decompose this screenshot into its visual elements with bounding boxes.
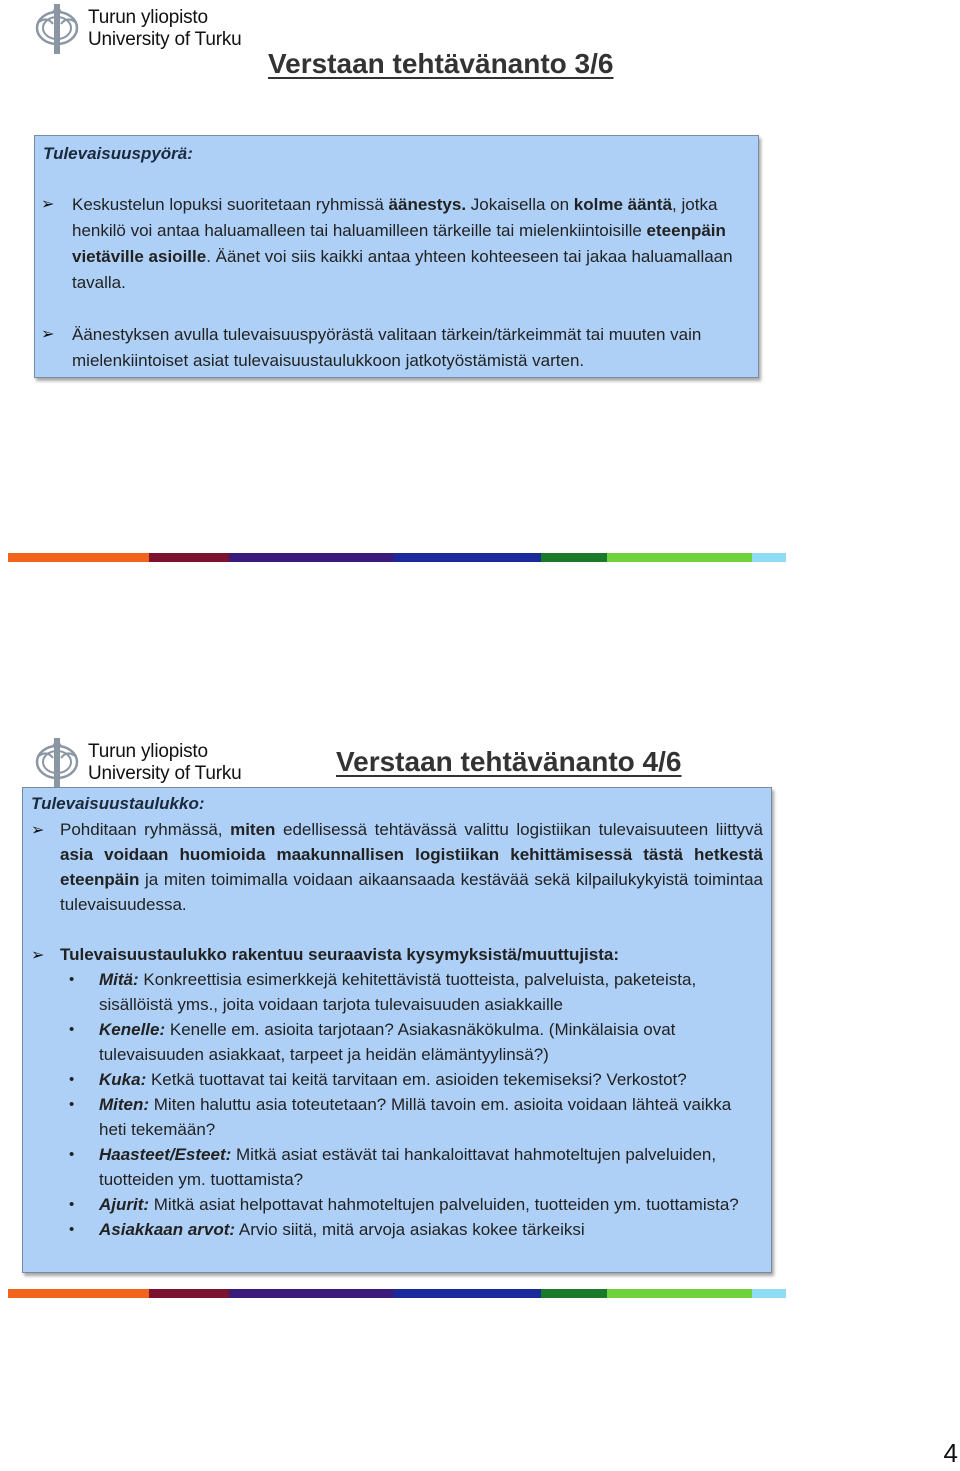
content-box	[22, 787, 772, 1273]
list-item-text: Mitkä asiat estävät tai hankaloittavat hahmoteltujen palveluiden, tuotteiden ym. tuottamista?	[99, 1145, 717, 1189]
color-stripe-segment	[607, 1289, 752, 1298]
list-item-term: Miten:	[99, 1095, 150, 1114]
list-item-term: Kuka:	[99, 1070, 147, 1089]
color-stripe-segment	[752, 1289, 786, 1298]
university-logo	[34, 2, 242, 56]
university-emblem-icon	[34, 736, 80, 790]
paragraph-voting: Keskustelun lopuksi suoritetaan ryhmissä äänestys. Jokaisella on kolme ääntä, jotka henkilö voi antaa haluamalleen tai haluamilleen tärkeille tai mielenkiintoisille eteenpäin vietäville asioille. Äänet voi siis kaikki antaa yhteen kohteeseen tai jakaa haluamallaan tavalla.	[72, 195, 733, 292]
arrow-bullet-icon: ➢	[41, 326, 55, 343]
bullet-dot-icon: •	[69, 1221, 75, 1238]
paragraph-task: Pohditaan ryhmässä, miten edellisessä tehtävässä valittu logistiikan tulevaisuuteen liittyvä asia voidaan huomioida maakunnallisen logistiikan kehittämisessä tästä hetkestä eteenpäin ja miten toimimalla voidaan aikaansaada kestävää sekä kilpailukykyistä toimintaa tulevaisuudessa.	[60, 820, 764, 914]
list-item	[69, 967, 759, 1017]
slide-3	[0, 0, 960, 570]
bullet-dot-icon: •	[69, 1021, 75, 1038]
bullet-dot-icon: •	[69, 1096, 75, 1113]
color-stripe-segment	[8, 553, 149, 562]
list-item-text: Mitkä asiat helpottavat hahmoteltujen palveluiden, tuotteiden ym. tuottamista?	[149, 1195, 739, 1214]
list-item	[69, 1092, 759, 1142]
paragraph-selection: Äänestyksen avulla tulevaisuuspyörästä valitaan tärkein/tärkeimmät tai muuten vain mielenkiintoiset asiat tulevaisuustaulukkoon jatkotyöstämistä varten.	[72, 325, 702, 370]
list-item-text: Ketkä tuottavat tai keitä tarvitaan em. asioiden tekemiseksi? Verkostot?	[146, 1070, 687, 1089]
list-item	[69, 1142, 759, 1192]
color-stripe-segment	[541, 1289, 607, 1298]
university-emblem-icon	[34, 2, 80, 56]
list-item	[69, 1017, 759, 1067]
color-stripe-segment	[149, 553, 229, 562]
list-item-text: Miten haluttu asia toteutetaan? Millä tavoin em. asioita voidaan lähteä vaikka heti tekemään?	[99, 1095, 732, 1139]
list-item-term: Mitä:	[99, 970, 139, 989]
list-item-term: Asiakkaan arvot:	[99, 1220, 236, 1239]
color-stripe-segment	[394, 1289, 541, 1298]
box-heading: Tulevaisuuspyörä:	[43, 144, 193, 163]
box-heading: Tulevaisuustaulukko:	[31, 794, 205, 813]
color-stripe-segment	[149, 1289, 229, 1298]
list-item	[69, 1217, 759, 1242]
logo-line-2: University of Turku	[88, 29, 242, 50]
arrow-bullet-icon: ➢	[41, 196, 55, 213]
list-item	[69, 1067, 759, 1092]
slide-4	[0, 730, 960, 1310]
color-stripe-segment	[394, 553, 541, 562]
list-item-term: Ajurit:	[99, 1195, 150, 1214]
slide-title: Verstaan tehtävänanto 4/6	[336, 746, 682, 777]
color-stripe-segment	[8, 1289, 149, 1298]
color-stripe	[8, 1289, 786, 1298]
slide-title: Verstaan tehtävänanto 3/6	[268, 48, 614, 79]
bullet-dot-icon: •	[69, 1071, 75, 1088]
paragraph-table-intro: Tulevaisuustaulukko rakentuu seuraavista kysymyksistä/muuttujista:	[60, 945, 620, 964]
list-item-text: Konkreettisia esimerkkejä kehitettävistä tuotteista, palveluista, paketeista, sisällöistä yms., joita voidaan tarjota tulevaisuuden asiakkaille	[99, 970, 697, 1014]
list-item-term: Haasteet/Esteet:	[99, 1145, 232, 1164]
list-item-text: Kenelle em. asioita tarjotaan? Asiakasnäkökulma. (Minkälaisia ovat tulevaisuuden asiakkaat, tarpeet ja heidän elämäntyylinsä?)	[99, 1020, 676, 1064]
university-logo	[34, 736, 242, 790]
bullet-dot-icon: •	[69, 971, 75, 988]
arrow-bullet-icon: ➢	[31, 947, 45, 964]
color-stripe-segment	[607, 553, 752, 562]
bullet-dot-icon: •	[69, 1146, 75, 1163]
content-box	[34, 135, 759, 378]
color-stripe-segment	[229, 553, 394, 562]
list-item-term: Kenelle:	[99, 1020, 166, 1039]
list-item-text: Arvio siitä, mitä arvoja asiakas kokee tärkeiksi	[235, 1220, 585, 1239]
question-list	[69, 967, 759, 1242]
logo-line-2: University of Turku	[88, 763, 242, 784]
bullet-dot-icon: •	[69, 1196, 75, 1213]
list-item	[69, 1192, 759, 1217]
arrow-bullet-icon: ➢	[31, 822, 45, 839]
page-number: 4	[943, 1438, 958, 1468]
color-stripe	[8, 553, 786, 562]
color-stripe-segment	[229, 1289, 394, 1298]
color-stripe-segment	[752, 553, 786, 562]
logo-line-1: Turun yliopisto	[88, 7, 208, 28]
color-stripe-segment	[541, 553, 607, 562]
logo-line-1: Turun yliopisto	[88, 741, 208, 762]
